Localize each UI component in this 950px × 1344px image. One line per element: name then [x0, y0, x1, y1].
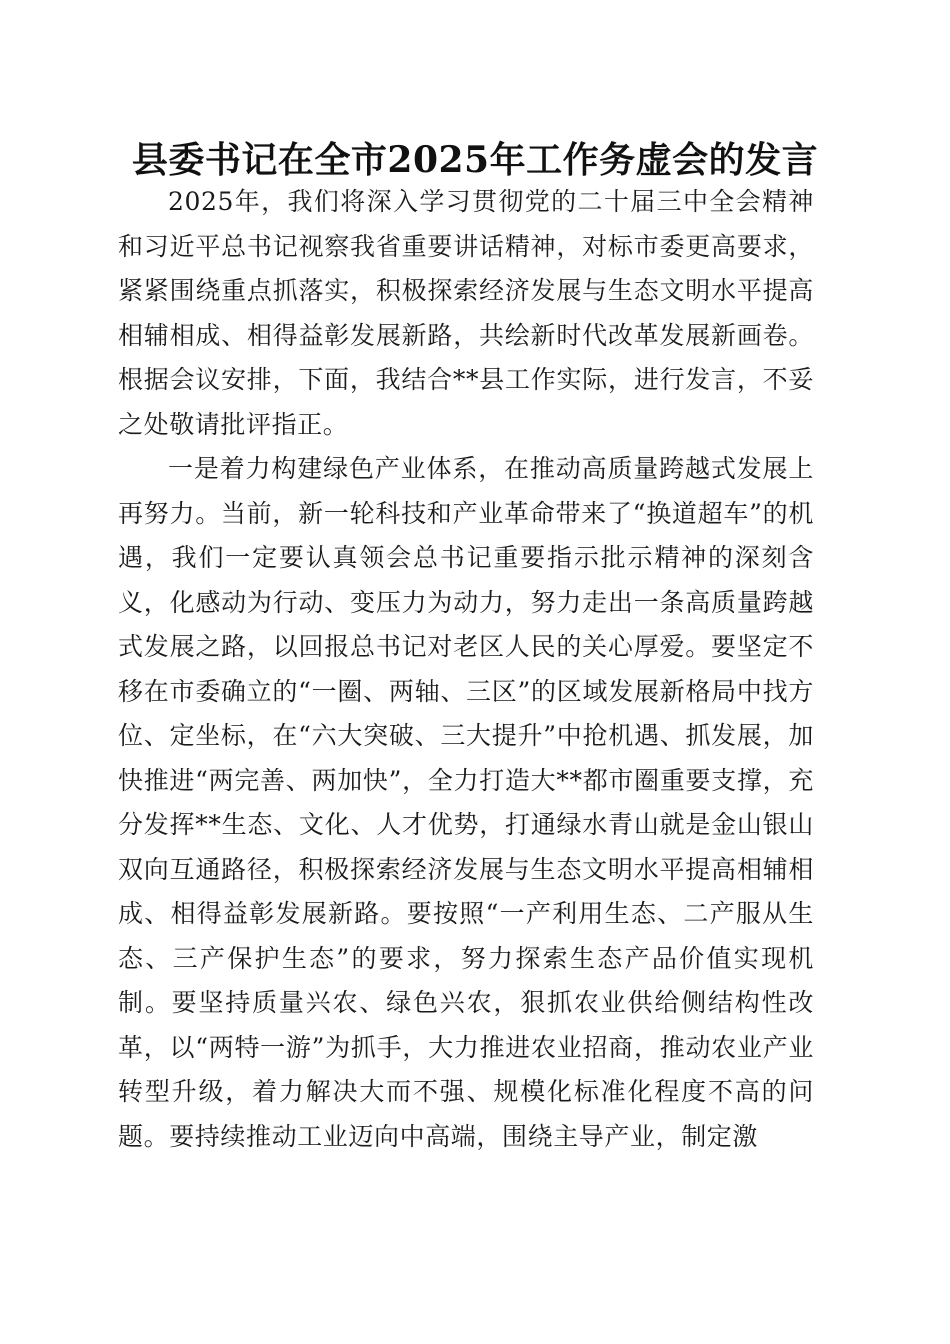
- paragraph-intro: 2025年，我们将深入学习贯彻党的二十届三中全会精神和习近平总书记视察我省重要讲话精神，对标市委更高要求，紧紧围绕重点抓落实，积极探索经济发展与生态文明水平提高相辅相成、相得益彰发展新路，共绘新时代改革发展新画卷。根据会议安排，下面，我结合**县工作实际，进行发言，不妥之处敬请批评指正。: [118, 187, 814, 439]
- document-body: [118, 180, 814, 1159]
- paragraph-point-one: 一是着力构建绿色产业体系，在推动高质量跨越式发展上再努力。当前，新一轮科技和产业革命带来了“换道超车”的机遇，我们一定要认真领会总书记重要指示批示精神的深刻含义，化感动为行动、变压力为动力，努力走出一条高质量跨越式发展之路，以回报总书记对老区人民的关心厚爱。要坚定不移在市委确立的“一圈、两轴、三区”的区域发展新格局中找方位、定坐标，在“六大突破、三大提升”中抢机遇、抓发展，加快推进“两完善、两加快”，全力打造大**都市圈重要支撑，充分发挥**生态、文化、人才优势，打通绿水青山就是金山银山双向互通路径，积极探索经济发展与生态文明水平提高相辅相成、相得益彰发展新路。要按照“一产利用生态、二产服从生态、三产保护生态”的要求，努力探索生态产品价值实现机制。要坚持质量兴农、绿色兴农，狠抓农业供给侧结构性改革，以“两特一游”为抓手，大力推进农业招商，推动农业产业转型升级，着力解决大而不强、规模化标准化程度不高的问题。要持续推动工业迈向中高端，围绕主导产业，制定激: [118, 454, 814, 1151]
- document-title: 县委书记在全市2025年工作务虚会的发言: [131, 139, 819, 181]
